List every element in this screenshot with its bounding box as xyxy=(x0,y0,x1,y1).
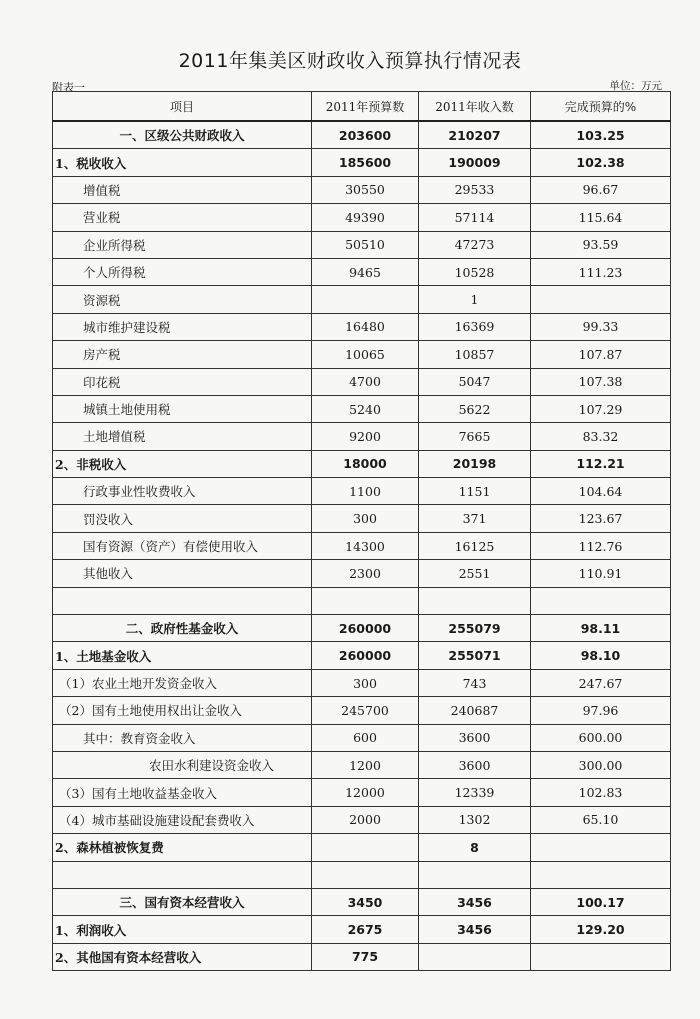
row-budget-cell: 14300 xyxy=(312,532,419,559)
row-item-cell: 个人所得税 xyxy=(53,258,312,285)
header-item: 项目 xyxy=(53,92,312,122)
row-income-cell: 16125 xyxy=(419,532,531,559)
row-budget-cell: 2300 xyxy=(312,560,419,587)
row-income-cell: 210207 xyxy=(419,121,531,149)
row-percent-cell: 107.87 xyxy=(531,341,671,368)
unit-label: 单位：万元 xyxy=(609,80,662,92)
row-budget-cell: 2000 xyxy=(312,806,419,833)
row-budget-cell xyxy=(312,286,419,313)
row-percent-cell: 115.64 xyxy=(531,204,671,231)
row-item-cell: 1、土地基金收入 xyxy=(53,642,312,669)
row-budget-cell: 203600 xyxy=(312,121,419,149)
row-income-cell xyxy=(419,861,531,888)
table-row xyxy=(53,943,671,970)
row-item-cell: 土地增值税 xyxy=(53,423,312,450)
row-income-cell: 7665 xyxy=(419,423,531,450)
row-item-cell: 行政事业性收费收入 xyxy=(53,478,312,505)
row-item-cell: （3）国有土地收益基金收入 xyxy=(53,779,312,806)
row-item-cell: 增值税 xyxy=(53,176,312,203)
row-percent-cell: 600.00 xyxy=(531,724,671,751)
row-budget-cell: 16480 xyxy=(312,313,419,340)
row-item-cell: 企业所得税 xyxy=(53,231,312,258)
row-budget-cell: 600 xyxy=(312,724,419,751)
row-percent-cell: 112.21 xyxy=(531,450,671,477)
table-row xyxy=(53,395,671,422)
table-row xyxy=(53,258,671,285)
table-row xyxy=(53,505,671,532)
row-income-cell: 371 xyxy=(419,505,531,532)
row-item-cell: 城市维护建设税 xyxy=(53,313,312,340)
row-budget-cell: 9465 xyxy=(312,258,419,285)
attachment-label: 附表一 xyxy=(52,81,85,94)
table-row xyxy=(53,888,671,915)
row-income-cell xyxy=(419,587,531,614)
row-percent-cell: 110.91 xyxy=(531,560,671,587)
row-budget-cell: 1200 xyxy=(312,751,419,778)
row-percent-cell xyxy=(531,587,671,614)
table-row xyxy=(53,313,671,340)
row-item-cell: 城镇土地使用税 xyxy=(53,395,312,422)
row-item-cell: （4）城市基础设施建设配套费收入 xyxy=(53,806,312,833)
row-income-cell: 240687 xyxy=(419,697,531,724)
row-item-cell: 1、利润收入 xyxy=(53,916,312,943)
table-body xyxy=(53,121,671,971)
row-item-cell: （2）国有土地使用权出让金收入 xyxy=(53,697,312,724)
header-percent: 完成预算的% xyxy=(531,92,671,122)
row-percent-cell: 100.17 xyxy=(531,888,671,915)
row-percent-cell: 102.83 xyxy=(531,779,671,806)
table-row xyxy=(53,751,671,778)
row-income-cell xyxy=(419,943,531,970)
row-budget-cell: 18000 xyxy=(312,450,419,477)
row-percent-cell: 103.25 xyxy=(531,121,671,149)
row-budget-cell: 9200 xyxy=(312,423,419,450)
header-income: 2011年收入数 xyxy=(419,92,531,122)
row-income-cell: 1302 xyxy=(419,806,531,833)
row-income-cell: 3456 xyxy=(419,916,531,943)
row-percent-cell: 99.33 xyxy=(531,313,671,340)
row-income-cell: 20198 xyxy=(419,450,531,477)
page-title: 2011年集美区财政收入预算执行情况表 xyxy=(178,50,522,72)
header-budget: 2011年预算数 xyxy=(312,92,419,122)
row-item-cell: 2、森林植被恢复费 xyxy=(53,834,312,861)
row-income-cell: 47273 xyxy=(419,231,531,258)
table-row xyxy=(53,341,671,368)
row-budget-cell: 50510 xyxy=(312,231,419,258)
row-income-cell: 8 xyxy=(419,834,531,861)
row-percent-cell: 98.10 xyxy=(531,642,671,669)
row-percent-cell: 112.76 xyxy=(531,532,671,559)
row-income-cell: 1151 xyxy=(419,478,531,505)
row-percent-cell: 104.64 xyxy=(531,478,671,505)
table-row xyxy=(53,368,671,395)
row-budget-cell: 3450 xyxy=(312,888,419,915)
row-budget-cell: 300 xyxy=(312,505,419,532)
row-percent-cell: 96.67 xyxy=(531,176,671,203)
row-percent-cell: 107.38 xyxy=(531,368,671,395)
table-row xyxy=(53,724,671,751)
row-budget-cell xyxy=(312,587,419,614)
row-budget-cell: 30550 xyxy=(312,176,419,203)
revenue-table xyxy=(52,91,671,971)
row-item-cell xyxy=(53,861,312,888)
table-row xyxy=(53,669,671,696)
row-income-cell: 743 xyxy=(419,669,531,696)
row-budget-cell xyxy=(312,834,419,861)
row-percent-cell xyxy=(531,943,671,970)
row-percent-cell: 93.59 xyxy=(531,231,671,258)
row-percent-cell: 65.10 xyxy=(531,806,671,833)
row-budget-cell: 5240 xyxy=(312,395,419,422)
row-income-cell: 255071 xyxy=(419,642,531,669)
table-row xyxy=(53,834,671,861)
row-income-cell: 5622 xyxy=(419,395,531,422)
row-budget-cell: 49390 xyxy=(312,204,419,231)
table-row xyxy=(53,697,671,724)
row-budget-cell: 260000 xyxy=(312,642,419,669)
table-row xyxy=(53,286,671,313)
table-row xyxy=(53,176,671,203)
table-row xyxy=(53,149,671,176)
row-percent-cell: 123.67 xyxy=(531,505,671,532)
row-budget-cell: 1100 xyxy=(312,478,419,505)
row-item-cell: （1）农业土地开发资金收入 xyxy=(53,669,312,696)
row-percent-cell: 98.11 xyxy=(531,615,671,642)
row-budget-cell: 775 xyxy=(312,943,419,970)
row-budget-cell: 10065 xyxy=(312,341,419,368)
row-budget-cell: 12000 xyxy=(312,779,419,806)
row-percent-cell: 83.32 xyxy=(531,423,671,450)
table-row xyxy=(53,615,671,642)
row-percent-cell: 97.96 xyxy=(531,697,671,724)
table-header-row xyxy=(53,92,671,122)
row-income-cell: 255079 xyxy=(419,615,531,642)
table-row xyxy=(53,642,671,669)
row-income-cell: 190009 xyxy=(419,149,531,176)
row-item-cell: 房产税 xyxy=(53,341,312,368)
row-item-cell: 二、政府性基金收入 xyxy=(53,615,312,642)
table-row xyxy=(53,560,671,587)
table-row xyxy=(53,806,671,833)
row-income-cell: 16369 xyxy=(419,313,531,340)
row-budget-cell: 2675 xyxy=(312,916,419,943)
table-row xyxy=(53,532,671,559)
row-budget-cell: 260000 xyxy=(312,615,419,642)
row-percent-cell xyxy=(531,861,671,888)
row-income-cell: 29533 xyxy=(419,176,531,203)
row-item-cell: 三、国有资本经营收入 xyxy=(53,888,312,915)
row-income-cell: 3456 xyxy=(419,888,531,915)
row-percent-cell: 247.67 xyxy=(531,669,671,696)
row-budget-cell: 185600 xyxy=(312,149,419,176)
row-percent-cell: 102.38 xyxy=(531,149,671,176)
row-item-cell: 1、税收收入 xyxy=(53,149,312,176)
table-row xyxy=(53,231,671,258)
row-percent-cell xyxy=(531,286,671,313)
row-income-cell: 3600 xyxy=(419,724,531,751)
row-item-cell: 资源税 xyxy=(53,286,312,313)
row-item-cell: 其他收入 xyxy=(53,560,312,587)
row-percent-cell: 111.23 xyxy=(531,258,671,285)
row-income-cell: 1 xyxy=(419,286,531,313)
row-item-cell: 农田水利建设资金收入 xyxy=(53,751,312,778)
table-row xyxy=(53,587,671,614)
table-row xyxy=(53,423,671,450)
row-budget-cell: 4700 xyxy=(312,368,419,395)
table-row xyxy=(53,450,671,477)
row-income-cell: 57114 xyxy=(419,204,531,231)
row-budget-cell xyxy=(312,861,419,888)
table-row xyxy=(53,779,671,806)
table-row xyxy=(53,478,671,505)
row-item-cell xyxy=(53,587,312,614)
row-item-cell: 印花税 xyxy=(53,368,312,395)
table-row xyxy=(53,204,671,231)
row-budget-cell: 300 xyxy=(312,669,419,696)
row-percent-cell xyxy=(531,834,671,861)
row-percent-cell: 107.29 xyxy=(531,395,671,422)
row-item-cell: 其中：教育资金收入 xyxy=(53,724,312,751)
row-item-cell: 一、区级公共财政收入 xyxy=(53,121,312,149)
row-budget-cell: 245700 xyxy=(312,697,419,724)
row-percent-cell: 129.20 xyxy=(531,916,671,943)
row-income-cell: 10857 xyxy=(419,341,531,368)
row-income-cell: 12339 xyxy=(419,779,531,806)
row-item-cell: 国有资源（资产）有偿使用收入 xyxy=(53,532,312,559)
row-percent-cell: 300.00 xyxy=(531,751,671,778)
table-row xyxy=(53,121,671,149)
row-item-cell: 2、其他国有资本经营收入 xyxy=(53,943,312,970)
row-item-cell: 营业税 xyxy=(53,204,312,231)
table-row xyxy=(53,916,671,943)
row-income-cell: 2551 xyxy=(419,560,531,587)
row-income-cell: 10528 xyxy=(419,258,531,285)
row-item-cell: 罚没收入 xyxy=(53,505,312,532)
row-income-cell: 3600 xyxy=(419,751,531,778)
table-row xyxy=(53,861,671,888)
row-item-cell: 2、非税收入 xyxy=(53,450,312,477)
row-income-cell: 5047 xyxy=(419,368,531,395)
